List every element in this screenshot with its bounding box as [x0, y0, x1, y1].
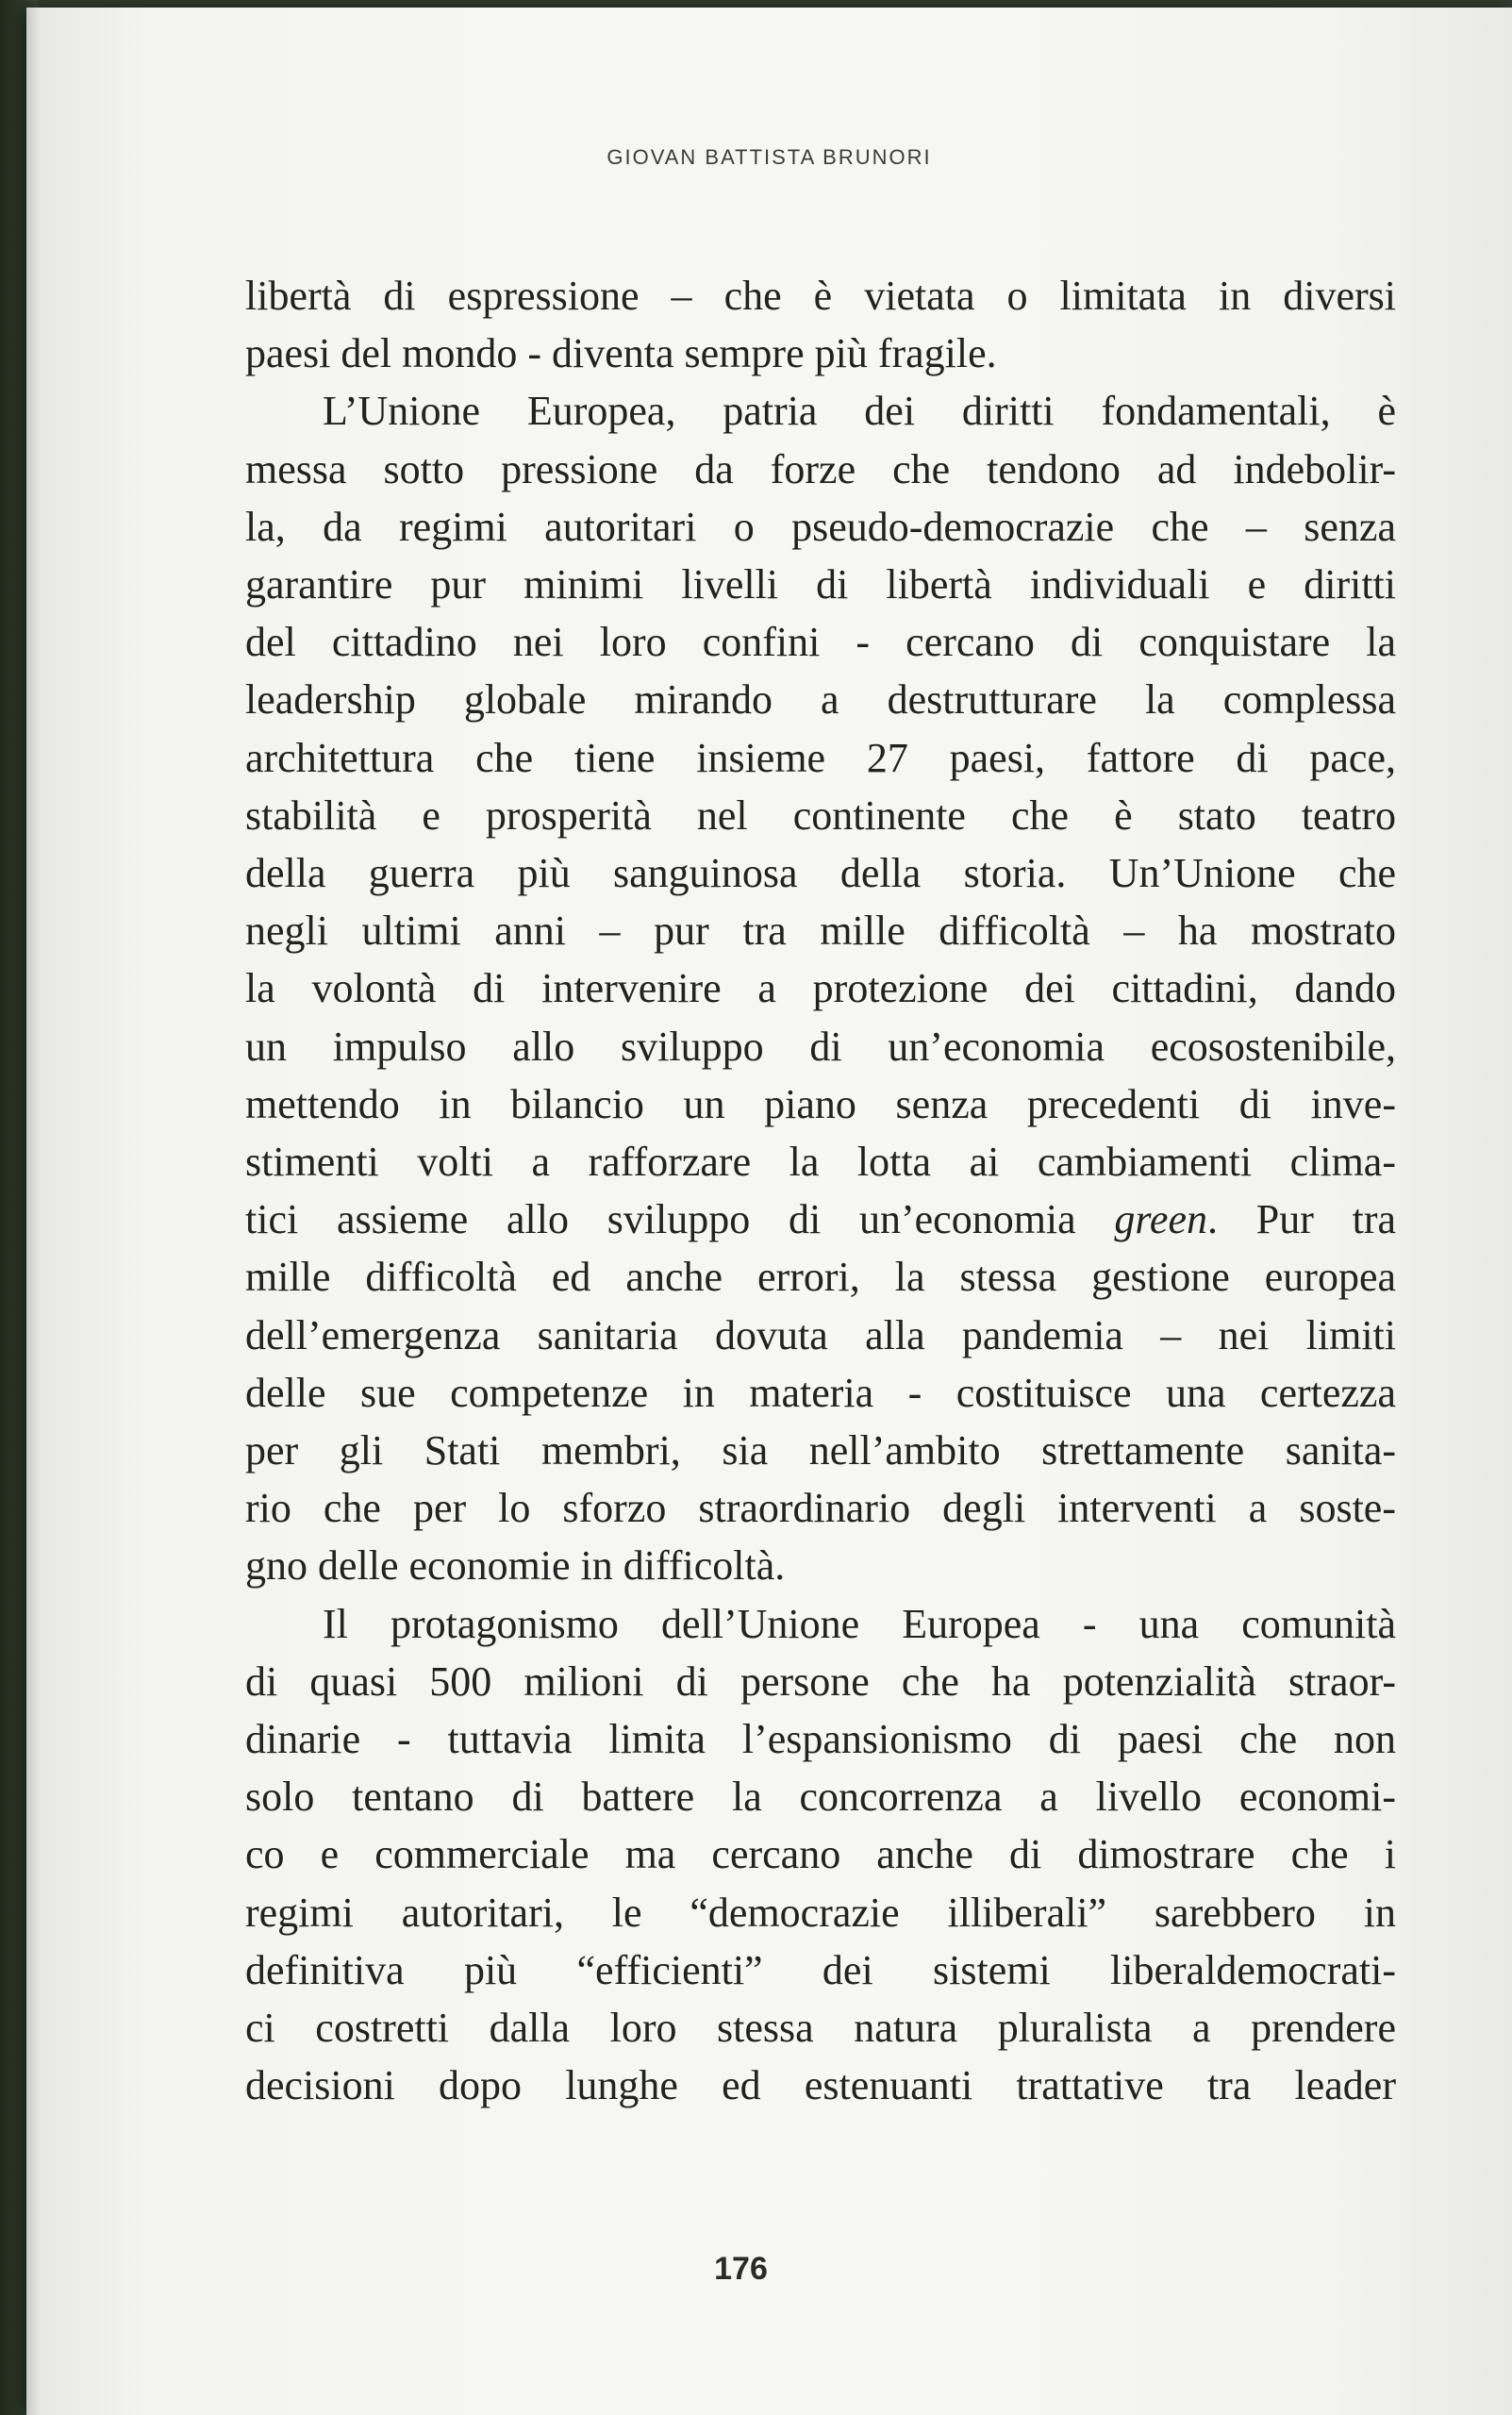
- text-line: definitiva più “efficienti” dei sistemi liberaldemocrati-: [245, 1946, 1396, 1993]
- text-run: tici assieme allo sviluppo di un’economia: [245, 1196, 1115, 1243]
- text-line: delle sue competenze in materia - costituisce una certezza: [245, 1369, 1396, 1416]
- text-line: garantire pur minimi livelli di libertà individuali e diritti: [245, 561, 1396, 608]
- text-line: della guerra più sanguinosa della storia. Un’Unione che: [245, 850, 1396, 897]
- book-page: [26, 8, 1512, 2415]
- text-line: architettura che tiene insieme 27 paesi, fattore di pace,: [245, 734, 1396, 781]
- text-line: un impulso allo sviluppo di un’economia ecosostenibile,: [245, 1023, 1396, 1070]
- text-line: dinarie - tuttavia limita l’espansionismo di paesi che non: [245, 1716, 1396, 1763]
- paragraph-1: [245, 267, 1396, 382]
- text-line: gno delle economie in difficoltà.: [245, 1542, 786, 1590]
- text-line: stabilità e prosperità nel continente che è stato teatro: [245, 791, 1396, 839]
- italic-word: green: [1114, 1196, 1207, 1243]
- paragraph-2: [245, 382, 1396, 1594]
- text-line: del cittadino nei loro confini - cercano di conquistare la: [245, 619, 1396, 666]
- paragraph-3: [245, 1595, 1396, 2115]
- text-line: messa sotto pressione da forze che tendono ad indebolir-: [245, 445, 1396, 492]
- text-line: stimenti volti a rafforzare la lotta ai cambiamenti clima-: [245, 1139, 1396, 1186]
- page-number: 176: [714, 2251, 768, 2287]
- text-line: decisioni dopo lunghe ed estenuanti trattative tra leader: [245, 2062, 1396, 2109]
- page-gutter-shadow: [26, 8, 40, 2415]
- text-line: di quasi 500 milioni di persone che ha potenzialità straor-: [245, 1657, 1396, 1705]
- text-line: ci costretti dalla loro stessa natura pluralista a prendere: [245, 2005, 1396, 2052]
- text-line: co e commerciale ma cercano anche di dimostrare che i: [245, 1831, 1396, 1878]
- text-line: mettendo in bilancio un piano senza precedenti di inve-: [245, 1080, 1396, 1127]
- text-line: leadership globale mirando a destrutturare la complessa: [245, 676, 1396, 724]
- text-run: . Pur tra: [1206, 1196, 1397, 1243]
- text-line: per gli Stati membri, sia nell’ambito strettamente sanita-: [245, 1427, 1396, 1474]
- body-text: [245, 267, 1396, 2115]
- text-line: L’Unione Europea, patria dei diritti fondamentali, è: [323, 388, 1396, 435]
- running-head: GIOVAN BATTISTA BRUNORI: [606, 145, 932, 169]
- text-line: solo tentano di battere la concorrenza a livello economi-: [245, 1774, 1396, 1821]
- text-line: la, da regimi autoritari o pseudo-democrazie che – senza: [245, 503, 1396, 550]
- text-line-with-italic: [245, 1191, 1396, 1248]
- text-line: negli ultimi anni – pur tra mille difficoltà – ha mostrato: [245, 908, 1396, 955]
- text-line: mille difficoltà ed anche errori, la stessa gestione europea: [245, 1254, 1396, 1301]
- text-line: rio che per lo sforzo straordinario degli interventi a soste-: [245, 1485, 1396, 1532]
- text-line: dell’emergenza sanitaria dovuta alla pandemia – nei limiti: [245, 1311, 1396, 1358]
- text-line: paesi del mondo - diventa sempre più fragile.: [245, 330, 997, 377]
- text-line: regimi autoritari, le “democrazie illiberali” sarebbero in: [245, 1889, 1396, 1936]
- text-line: la volontà di intervenire a protezione dei cittadini, dando: [245, 965, 1396, 1012]
- text-line: libertà di espressione – che è vietata o limitata in diversi: [245, 273, 1396, 319]
- text-line: Il protagonismo dell’Unione Europea - una comunità: [323, 1600, 1396, 1647]
